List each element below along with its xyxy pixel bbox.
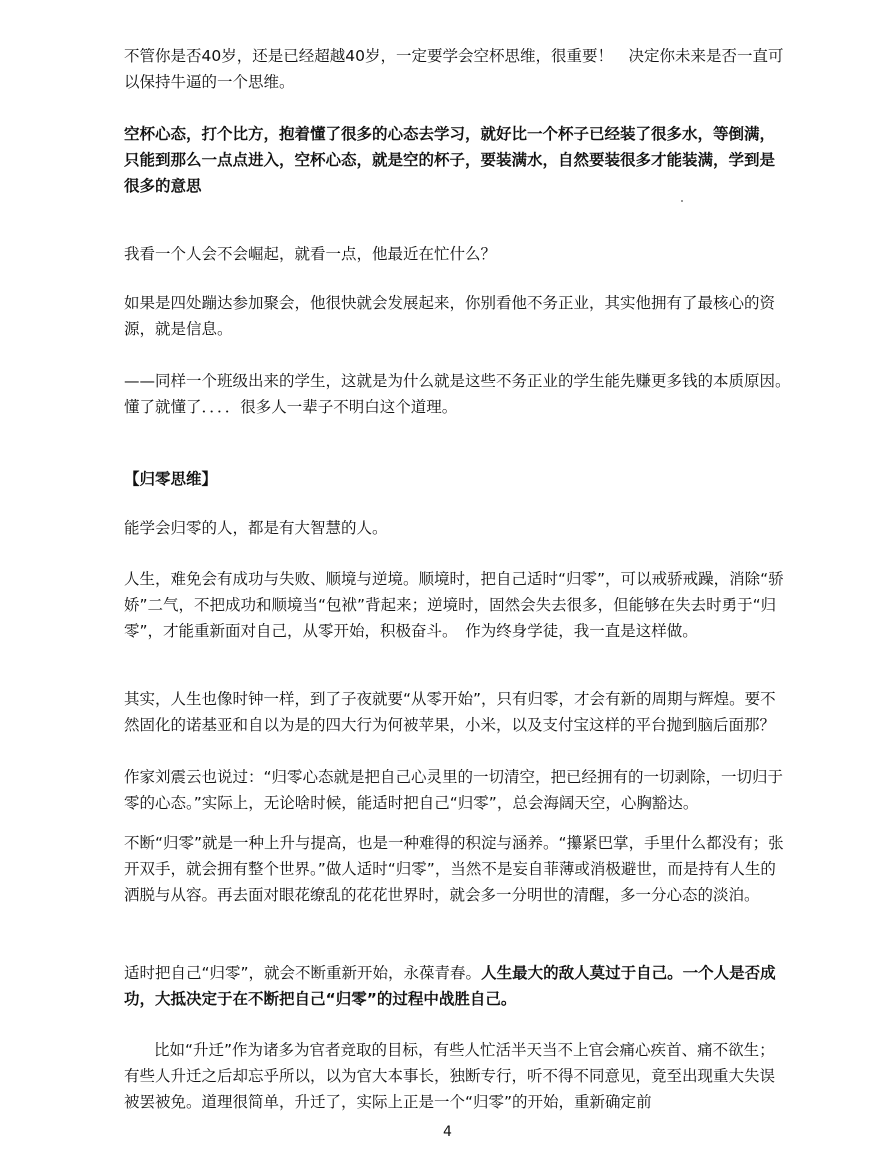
reset-youth-text: 适时把自己“归零”，就会不断重新开始，永葆青春。 [124,964,482,982]
paragraph-wisdom: 能学会归零的人，都是有大智慧的人。 [124,519,388,537]
paragraph-information-resource: 如果是四处蹦达参加聚会，他很快就会发展起来，你别看他不务正业，其实他拥有了最核心的资源，就是信息。 [124,294,776,338]
paragraph-empty-cup-explanation: 空杯心态，打个比方，抱着懂了很多的心态去学习，就好比一个杯子已经装了很多水，等倒满，只能到那么一点点进入，空杯心态，就是空的杯子，要装满水，自然要装很多才能装满，学到是很多的意思 [124,125,776,195]
paragraph-rise-question: 我看一个人会不会崛起，就看一点，他最近在忙什么？ [124,245,497,263]
page-number: 4 [443,1124,452,1140]
paragraph-continuous-reset: 不断“归零”就是一种上升与提高，也是一种难得的积淀与涵养。“攥紧巴掌，手里什么都没有；张开双手，就会拥有整个世界。”做人适时“归零”，当然不是妄自菲薄或消极避世，而是持有人生的洒脱与从容。再去面对眼花缭乱的花花世界时，就会多一分明世的清醒，多一分心态的淡泊。 [124,834,784,904]
paragraph-clock-analogy: 其实，人生也像时钟一样，到了子夜就要“从零开始”，只有归零，才会有新的周期与辉煌。要不然固化的诺基亚和自以为是的四大行为何被苹果，小米，以及支付宝这样的平台抛到脑后面那？ [124,690,776,734]
paragraph-reset-youth [124,960,784,1012]
scan-speck [681,200,683,202]
paragraph-students-reason: ——同样一个班级出来的学生，这就是为什么就是这些不务正业的学生能先赚更多钱的本质原因。 懂了就懂了．．．．很多人一辈子不明白这个道理。 [124,372,799,416]
paragraph-empty-cup-intro: 不管你是否40岁，还是已经超越40岁，一定要学会空杯思维，很重要！ 决定你未来是否一直可以保持牛逼的一个思维。 [124,47,784,91]
section-heading-zero-thinking: 【归零思维】 [124,470,218,488]
paragraph-promotion-example: 比如“升迁”作为诸多为官者竞取的目标，有些人忙活半天当不上官会痛心疾首、痛不欲生；有些人升迁之后却忘乎所以，以为官大本事长，独断专行，听不得不同意见，竟至出现重大失误被罢被免。道理很简单，升迁了，实际上正是一个“归零”的开始，重新确定前 [124,1041,776,1111]
paragraph-liu-zhenyun-quote: 作家刘震云也说过：“归零心态就是把自己心灵里的一切清空，把已经拥有的一切剥除，一切归于零的心态。”实际上，无论啥时候，能适时把自己“归零”，总会海阔天空，心胸豁达。 [124,768,784,812]
paragraph-life-success-failure: 人生，难免会有成功与失败、顺境与逆境。顺境时，把自己适时“归零”，可以戒骄戒躁，消除“骄娇”二气，不把成功和顺境当“包袱”背起来；逆境时，固然会失去很多，但能够在失去时勇于“归零”，才能重新面对自己，从零开始，积极奋斗。 作为终身学徒，我一直是这样做。 [124,570,784,640]
reset-youth-bold-text: 人生最大的敌人莫过于自己。一个人是否成功，大抵决定于在不断把自己“归零”的过程中战胜自己。 [124,964,776,1008]
